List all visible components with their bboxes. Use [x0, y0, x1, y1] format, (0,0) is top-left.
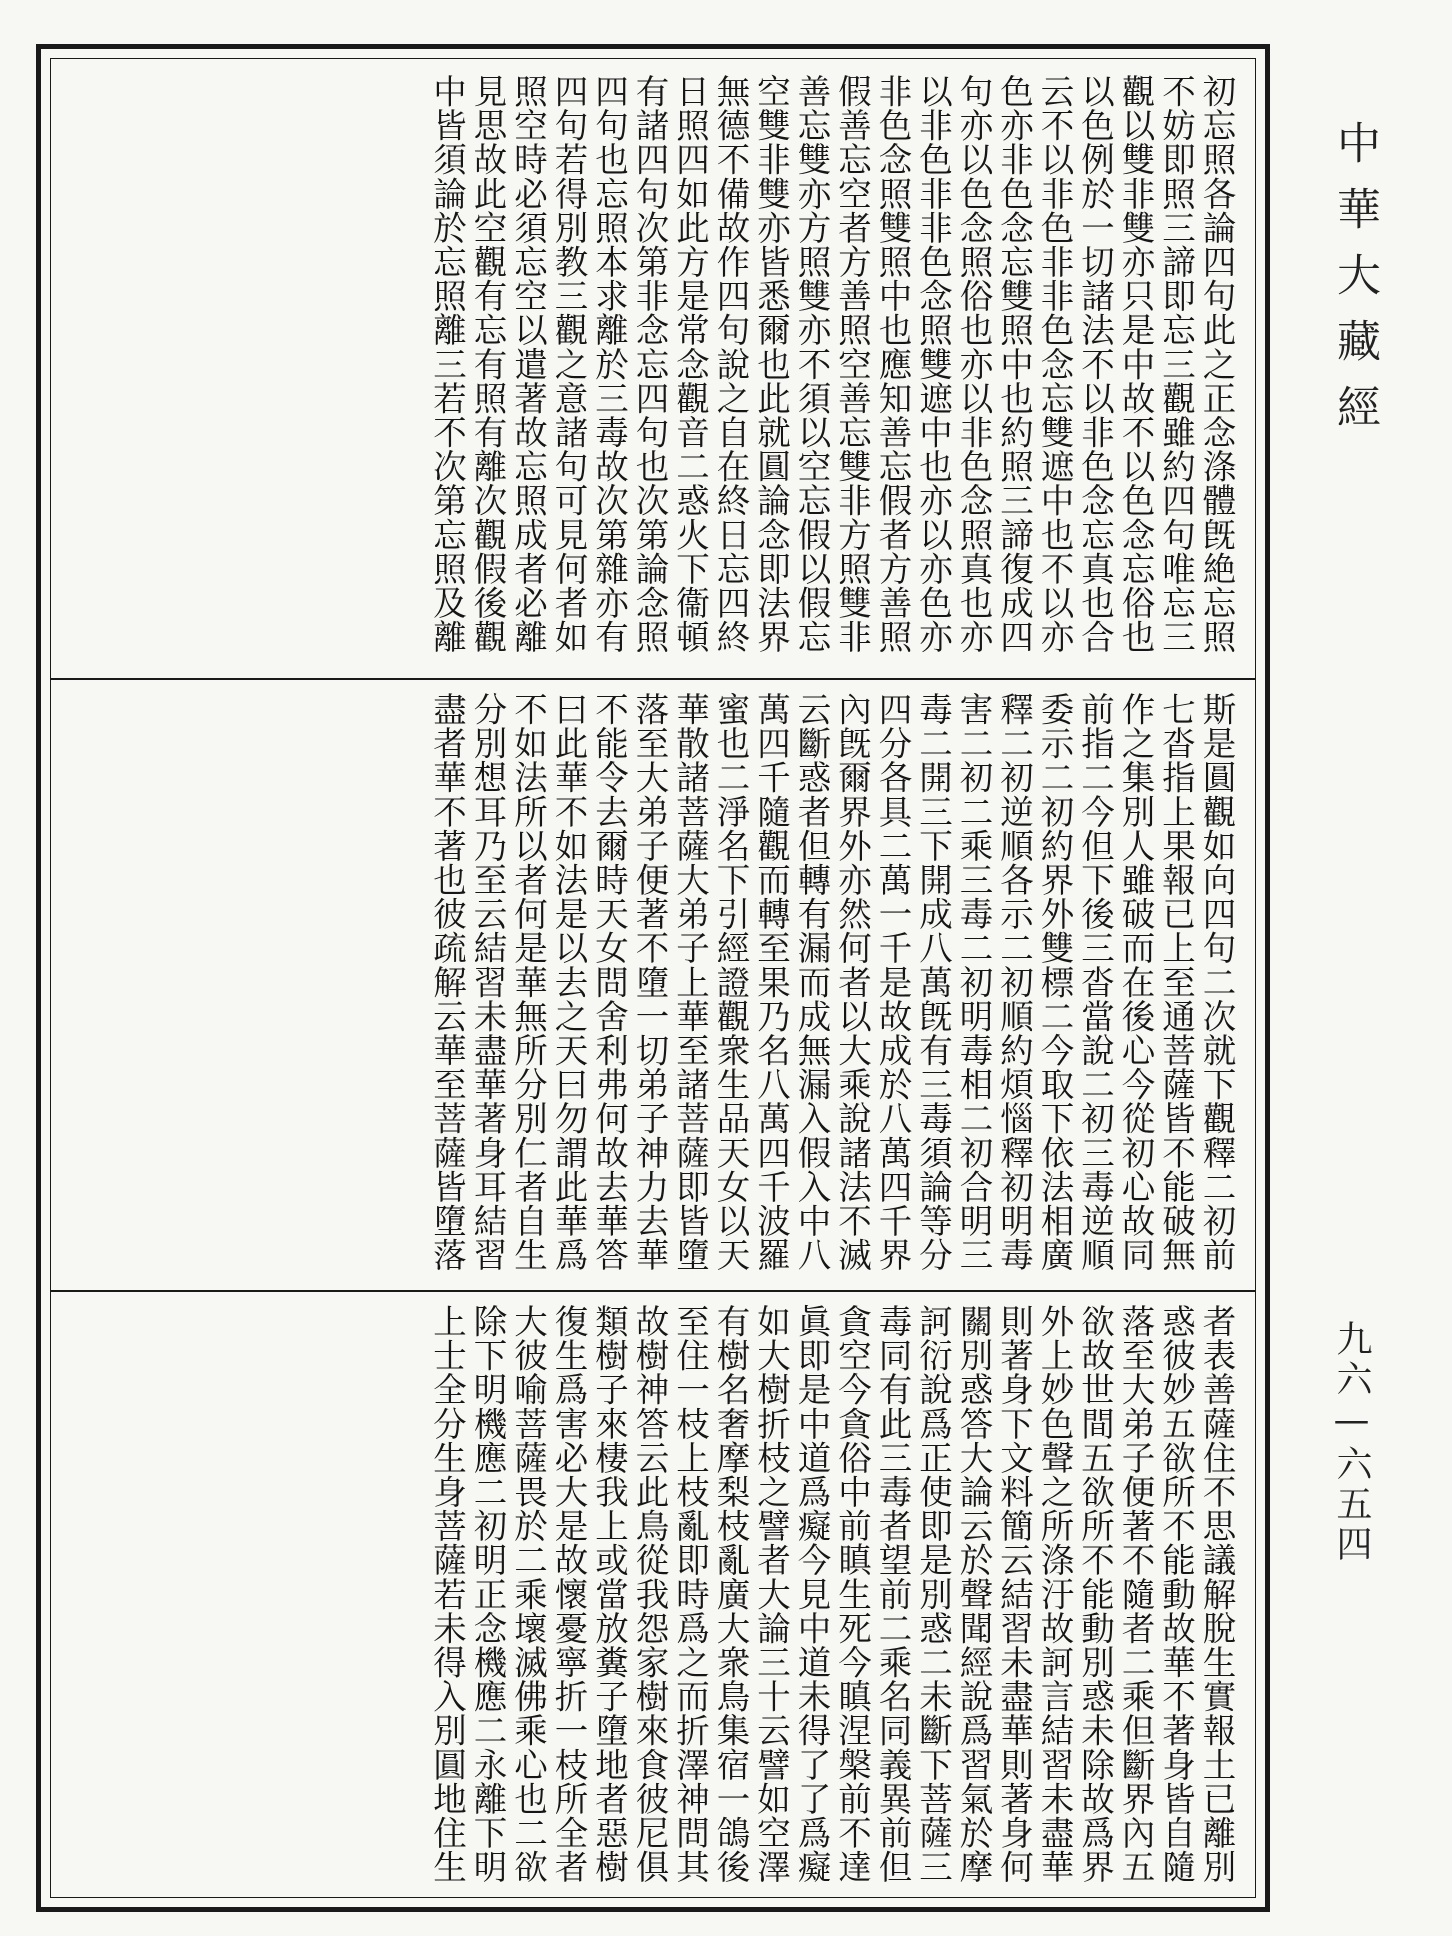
- text-column: 不能令去爾時天女問舍利弗何故去華答: [589, 692, 629, 1272]
- text-column: 色亦非色念忘雙照中也約照三諦復成四: [994, 74, 1034, 654]
- text-column: 四句若得別教三觀之意諸句可見何者如: [549, 74, 588, 654]
- text-column: 作之集別人雖破而在後心今從初心故同: [1116, 692, 1155, 1272]
- text-column: 毒二開三下開成八萬旣有三毒須論等分: [913, 692, 953, 1272]
- text-register-bottom: [70, 1304, 1236, 1888]
- column-group: [426, 1304, 1236, 1888]
- text-column: 如大樹折枝之譬者大論三十云譬如空澤: [751, 1304, 791, 1884]
- margin-title: 中華大藏經: [1329, 120, 1380, 450]
- text-column: 貪空今貪俗中前瞋生死今瞋涅槃前不達: [832, 1304, 872, 1884]
- text-column: 不如法所以者何是華無所分別仁者自生: [508, 692, 548, 1272]
- text-register-top: [70, 74, 1236, 664]
- text-column: 空雙非雙亦皆悉爾也此就圓論念即法界: [751, 74, 791, 654]
- text-column: 中皆須論於忘照離三若不次第忘照及離: [427, 74, 467, 654]
- text-column: 初忘照各論四句此之正念涤體旣絶忘照: [1197, 74, 1236, 654]
- text-column: 委示二初約界外雙標二今取下依法相廣: [1035, 692, 1074, 1272]
- text-column: 惑彼妙五欲所不能動故華不著身皆自隨: [1156, 1304, 1196, 1884]
- text-column: 則著身下文料簡云結習未盡華則著身何: [994, 1304, 1034, 1884]
- page-number: 九六—六五四: [1331, 1320, 1372, 1565]
- text-column: 內旣爾界外亦然何者以大乘說諸法不滅: [832, 692, 872, 1272]
- text-column: 假善忘空者方善照空善忘雙非方照雙非: [832, 74, 872, 654]
- text-column: 訶衍說爲正使即是別惑二未斷下菩薩三: [913, 1304, 953, 1884]
- text-column: 斯是圓觀如向四句二次就下觀釋二初前: [1197, 692, 1236, 1272]
- text-column: 大彼喻菩薩畏於二乘壞滅佛乘心也二欲: [508, 1304, 548, 1884]
- text-column: 至住一枝上枝亂即時爲之而折澤神問其: [670, 1304, 710, 1884]
- text-column: 分別想耳乃至云結習未盡華著身耳結習: [468, 692, 507, 1272]
- text-column: 蜜也二淨名下引經證觀衆生品天女以天: [711, 692, 750, 1272]
- text-column: 欲故世間五欲所不能動別惑未除故爲界: [1075, 1304, 1115, 1884]
- register-divider-2: [50, 1290, 1256, 1292]
- text-column: 句亦以色念照俗也亦以非色念照真也亦: [954, 74, 993, 654]
- text-column: 前指二今但下後三沓當說二初三毒逆順: [1075, 692, 1115, 1272]
- text-column: 落至大弟子便著不隨者二乘但斷界內五: [1116, 1304, 1155, 1884]
- text-column: 四句也忘照本求離於三毒故次第雜亦有: [589, 74, 629, 654]
- text-column: 四分各具二萬一千是故成於八萬四千界: [873, 692, 912, 1272]
- text-column: 日照四如此方是常念觀音二惑火下衞頓: [670, 74, 710, 654]
- text-column: 復生爲害必大是故懷憂寧折一枝所全者: [549, 1304, 588, 1884]
- text-column: 害二初二乘三毒二初明毒相二初合明三: [954, 692, 993, 1272]
- register-divider-1: [50, 678, 1256, 680]
- text-column: 不妨即照三諦即忘三觀雖約四句唯忘三: [1156, 74, 1196, 654]
- text-column: 非色念照雙照中也應知善忘假者方善照: [873, 74, 912, 654]
- text-register-middle: [70, 692, 1236, 1276]
- text-column: 華散諸菩薩大弟子上華至諸菩薩即皆墮: [670, 692, 710, 1272]
- text-column: 有樹名奢摩梨枝亂廣大衆鳥集宿一鴿後: [711, 1304, 750, 1884]
- column-group: [426, 692, 1236, 1276]
- text-column: 七沓指上果報已上至通菩薩皆不能破無: [1156, 692, 1196, 1272]
- text-column: 以色例於一切諸法不以非色念忘真也合: [1075, 74, 1115, 654]
- text-column: 有諸四句次第非念忘四句也次第論念照: [630, 74, 669, 654]
- text-column: 盡者華不著也彼疏解云華至菩薩皆墮落: [427, 692, 467, 1272]
- text-column: 故樹神答云此鳥從我怨家樹來食彼尼俱: [630, 1304, 669, 1884]
- text-column: 善忘雙亦方照雙亦不須以空忘假以假忘: [792, 74, 831, 654]
- text-column: 無德不備故作四句說之自在終日忘四終: [711, 74, 750, 654]
- text-column: 觀以雙非雙亦只是中故不以色念忘俗也: [1116, 74, 1155, 654]
- text-column: 毒同有此三毒者望前二乘名同義異前但: [873, 1304, 912, 1884]
- column-group: [426, 74, 1236, 664]
- text-column: 眞即是中道爲癡今見中道未得了了爲癡: [792, 1304, 831, 1884]
- text-column: 云不以非色非非色念忘雙遮中也不以亦: [1035, 74, 1074, 654]
- text-column: 照空時必須忘空以遣著故忘照成者必離: [508, 74, 548, 654]
- text-column: 類樹子來棲我上或當放糞子墮地者惡樹: [589, 1304, 629, 1884]
- text-column: 曰此華不如法是以去之天曰勿謂此華爲: [549, 692, 588, 1272]
- text-column: 關別惑答大論云於聲聞經說爲習氣於摩: [954, 1304, 993, 1884]
- text-column: 萬四千隨觀而轉至果乃名八萬四千波羅: [751, 692, 791, 1272]
- text-column: 以非色非非色念照雙遮中也亦以亦色亦: [913, 74, 953, 654]
- text-column: 釋二初逆順各示二初順約煩惱釋初明毒: [994, 692, 1034, 1272]
- text-column: 除下明機應二初明正念機應二永離下明: [468, 1304, 507, 1884]
- text-column: 云斷惑者但轉有漏而成無漏入假入中八: [792, 692, 831, 1272]
- text-column: 者表善薩住不思議解脫生實報土已離別: [1197, 1304, 1236, 1884]
- text-column: 見思故此空觀有忘有照有離次觀假後觀: [468, 74, 507, 654]
- text-column: 落至大弟子便著不墮一切弟子神力去華: [630, 692, 669, 1272]
- text-column: 外上妙色聲之所涤汙故訶言結習未盡華: [1035, 1304, 1074, 1884]
- text-column: 上士全分生身菩薩若未得入別圓地住生: [427, 1304, 467, 1884]
